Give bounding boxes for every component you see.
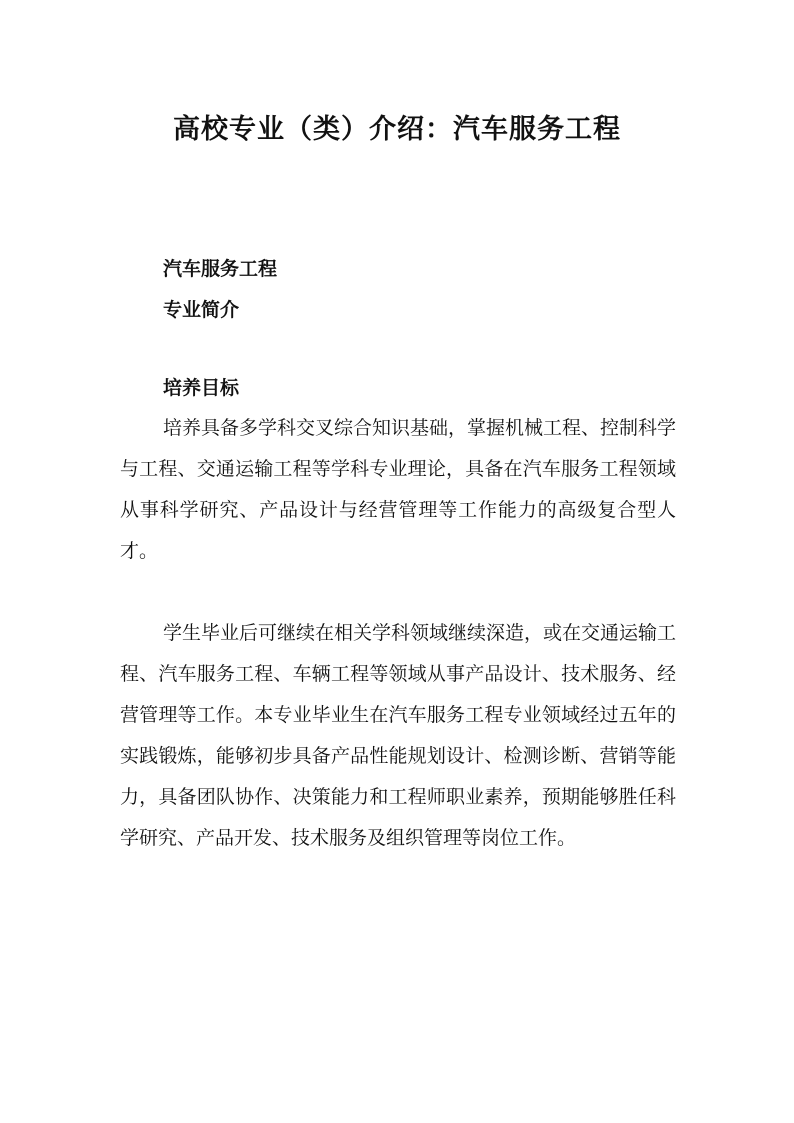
page-title: 高校专业（类）介绍：汽车服务工程 xyxy=(173,114,621,145)
paragraph-goal: 培养具备多学科交叉综合知识基础，掌握机械工程、控制科学与工程、交通运输工程等学科专业理论，具备在汽车服务工程领域从事科学研究、产品设计与经营管理等工作能力的高级复合型人才。 xyxy=(120,417,677,562)
paragraph-career: 学生毕业后可继续在相关学科领域继续深造，或在交通运输工程、汽车服务工程、车辆工程等领域从事产品设计、技术服务、经营管理等工作。本专业毕业生在汽车服务工程专业领域经过五年的实践锻炼，能够初步具备产品性能规划设计、检测诊断、营销等能力，具备团队协作、决策能力和工程师职业素养，预期能够胜任科学研究、产品开发、技术服务及组织管理等岗位工作。 xyxy=(120,622,677,849)
section-heading-goal: 培养目标 xyxy=(163,377,240,399)
major-name-heading: 汽车服务工程 xyxy=(163,258,278,280)
section-heading-intro: 专业简介 xyxy=(163,299,240,321)
document-body xyxy=(120,254,676,859)
